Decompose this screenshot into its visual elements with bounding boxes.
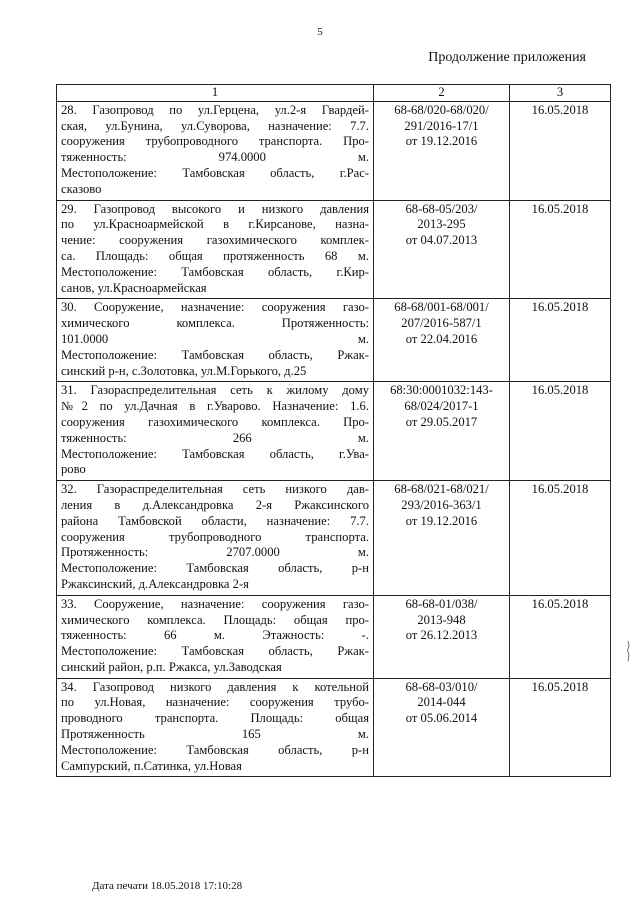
registration-line: от 29.05.2017 (405, 414, 478, 429)
description-line: 29. Газопровод высокого и низкого давления (61, 201, 369, 216)
object-description-cell (57, 678, 374, 777)
description-line: чение: сооружения газохимического комплек- (61, 233, 369, 248)
date-cell: 16.05.2018 (510, 595, 611, 678)
margin-scribble-mark (626, 640, 631, 662)
description-line: ская, ул.Бунина, ул.Суворова, назначение: 7.7. (61, 118, 369, 133)
table-row (57, 678, 611, 777)
description-line: сооружения газохимического комплекса. Про- (61, 414, 369, 429)
date-cell: 16.05.2018 (510, 101, 611, 200)
description-line: 30. Сооружение, назначение: сооружения газо- (61, 300, 369, 315)
description-line: Протяженность 165 м. (61, 727, 369, 742)
description-line: тяженность: 66 м. Этажность: -. (61, 628, 369, 643)
registration-number-cell (374, 678, 510, 777)
object-description-cell (57, 595, 374, 678)
description-line: Местоположение: Тамбовская область, р-н (61, 742, 369, 757)
description-line: тяженность: 974.0000 м. (61, 150, 369, 165)
description-line: ления в д.Александровка 2-я Ржаксинского (61, 497, 369, 512)
registration-number-cell (374, 595, 510, 678)
table-row (57, 299, 611, 382)
registration-line: 68-68-03/010/ (405, 679, 478, 694)
table-row (57, 200, 611, 299)
description-line: Протяженность: 2707.0000 м. (61, 545, 369, 560)
description-line: №2 по ул.Дачная в г.Уварово. Назначение: 1.6. (61, 399, 369, 414)
object-description-cell (57, 200, 374, 299)
registration-line: от 26.12.2013 (405, 628, 478, 643)
description-line: химического комплекса. Протяженность: (61, 316, 369, 331)
registration-number-cell (374, 299, 510, 382)
registration-line: 68-68-05/203/ (405, 201, 478, 216)
date-cell: 16.05.2018 (510, 299, 611, 382)
description-line: сооружения трубопроводного транспорта. Про- (61, 134, 369, 149)
description-line: сказово (61, 181, 102, 196)
table-row (57, 101, 611, 200)
description-line: 32. Газораспределительная сеть низкого дав- (61, 482, 369, 497)
registration-line: 2014-044 (417, 695, 466, 710)
description-line: по ул.Красноармейской в г.Кирсанове, назна- (61, 217, 369, 232)
description-line: Местоположение: Тамбовская область, г.Кир- (61, 264, 369, 279)
print-date: Дата печати 18.05.2018 17:10:28 (92, 880, 243, 892)
description-line: 34. Газопровод низкого давления к котельной (61, 679, 369, 694)
table-row (57, 595, 611, 678)
column-header-2: 2 (374, 85, 510, 102)
description-line: Ржаксинский, д.Александровка 2-я (61, 576, 249, 591)
description-line: Местоположение: Тамбовская область, г.Ува- (61, 446, 369, 461)
description-line: санов, ул.Красноармейская (61, 280, 207, 295)
registration-line: от 19.12.2016 (405, 134, 478, 149)
registry-table (56, 84, 611, 777)
description-line: 28. Газопровод по ул.Герцена, ул.2-я Гвардей- (61, 102, 369, 117)
table-row (57, 382, 611, 481)
description-line: синский район, р.п. Ржакса, ул.Заводская (61, 659, 282, 674)
column-header-1: 1 (57, 85, 374, 102)
registration-line: от 05.06.2014 (405, 711, 478, 726)
column-header-3: 3 (510, 85, 611, 102)
description-line: тяженность: 266 м. (61, 430, 369, 445)
registration-line: 2013-948 (417, 612, 466, 627)
table-row (57, 481, 611, 596)
description-line: Сампурский, п.Сатинка, ул.Новая (61, 758, 242, 773)
registration-line: 68-68/020-68/020/ (394, 102, 489, 117)
description-line: района Тамбовской области, назначение: 7.7. (61, 513, 369, 528)
description-line: са. Площадь: общая протяженность 68 м. (61, 248, 369, 263)
registration-number-cell (374, 200, 510, 299)
description-line: химического комплекса. Площадь: общая про- (61, 612, 369, 627)
description-line: 31. Газораспределительная сеть к жилому дому (61, 383, 369, 398)
continuation-heading: Продолжение приложения (428, 50, 586, 65)
registration-line: 2013-295 (417, 217, 466, 232)
registration-line: 207/2016-587/1 (401, 316, 482, 331)
description-line: Местоположение: Тамбовская область, Ржак- (61, 644, 369, 659)
description-line: рово (61, 462, 86, 477)
registration-line: 293/2016-363/1 (401, 497, 482, 512)
registration-line: от 22.04.2016 (405, 331, 478, 346)
registration-line: 68/024/2017-1 (404, 399, 479, 414)
description-line: 33. Сооружение, назначение: сооружения газо- (61, 596, 369, 611)
date-cell: 16.05.2018 (510, 382, 611, 481)
object-description-cell (57, 299, 374, 382)
description-line: Местоположение: Тамбовская область, Ржак- (61, 347, 369, 362)
description-line: синский р-н, с.Золотовка, ул.М.Горького, д.25 (61, 363, 307, 378)
object-description-cell (57, 481, 374, 596)
date-cell: 16.05.2018 (510, 481, 611, 596)
registration-number-cell (374, 481, 510, 596)
header-row (57, 85, 611, 102)
registration-line: 68-68-01/038/ (405, 596, 478, 611)
date-cell: 16.05.2018 (510, 200, 611, 299)
registration-line: 291/2016-17/1 (404, 118, 479, 133)
table-body (57, 101, 611, 777)
description-line: Местоположение: Тамбовская область, р-н (61, 561, 369, 576)
registration-number-cell (374, 101, 510, 200)
description-line: Местоположение: Тамбовская область, г.Рас- (61, 165, 369, 180)
registration-line: 68-68/001-68/001/ (394, 300, 489, 315)
object-description-cell (57, 101, 374, 200)
description-line: сооружения трубопроводного транспорта. (61, 529, 369, 544)
page-number: 5 (317, 26, 323, 38)
description-line: 101.0000 м. (61, 331, 369, 346)
registration-line: 68-68/021-68/021/ (394, 482, 489, 497)
registration-line: от 19.12.2016 (405, 513, 478, 528)
registration-line: от 04.07.2013 (405, 233, 478, 248)
registration-number-cell (374, 382, 510, 481)
date-cell: 16.05.2018 (510, 678, 611, 777)
description-line: проводного транспорта. Площадь: общая (61, 711, 369, 726)
registration-line: 68:30:0001032:143- (390, 383, 493, 398)
object-description-cell (57, 382, 374, 481)
description-line: по ул.Новая, назначение: сооружения трубо- (61, 695, 369, 710)
